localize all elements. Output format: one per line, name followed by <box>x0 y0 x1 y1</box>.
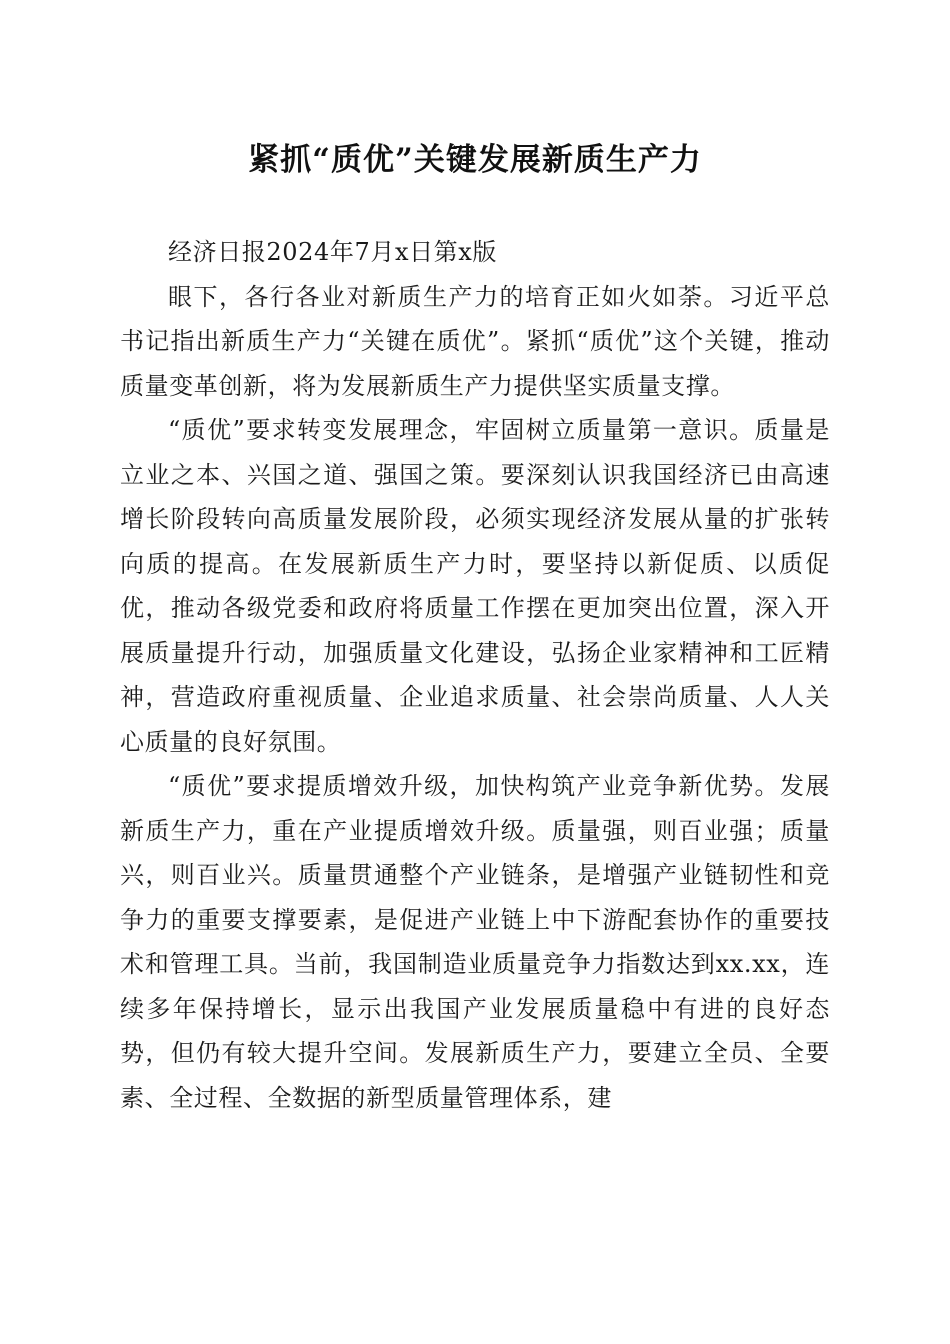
source-line: 经济日报2024年7月x日第x版 <box>168 238 498 266</box>
document-body <box>120 230 830 1120</box>
paragraph-1: 眼下，各行各业对新质生产力的培育正如火如荼。习近平总书记指出新质生产力“关键在质优”。紧抓“质优”这个关键，推动质量变革创新，将为发展新质生产力提供坚实质量支撑。 <box>120 282 830 400</box>
document-title: 紧抓“质优”关键发展新质生产力 <box>248 142 702 178</box>
paragraph-2: “质优”要求转变发展理念，牢固树立质量第一意识。质量是立业之本、兴国之道、强国之策。要深刻认识我国经济已由高速增长阶段转向高质量发展阶段，必须实现经济发展从量的扩张转向质的提高。在发展新质生产力时，要坚持以新促质、以质促优，推动各级党委和政府将质量工作摆在更加突出位置，深入开展质量提升行动，加强质量文化建设，弘扬企业家精神和工匠精神，营造政府重视质量、企业追求质量、社会崇尚质量、人人关心质量的良好氛围。 <box>120 416 830 756</box>
paragraph-3: “质优”要求提质增效升级，加快构筑产业竞争新优势。发展新质生产力，重在产业提质增效升级。质量强，则百业强；质量兴，则百业兴。质量贯通整个产业链条，是增强产业链韧性和竞争力的重要支撑要素，是促进产业链上中下游配套协作的重要技术和管理工具。当前，我国制造业质量竞争力指数达到xx.xx，连续多年保持增长，显示出我国产业发展质量稳中有进的良好态势，但仍有较大提升空间。发展新质生产力，要建立全员、全要素、全过程、全数据的新型质量管理体系，建 <box>120 772 830 1112</box>
